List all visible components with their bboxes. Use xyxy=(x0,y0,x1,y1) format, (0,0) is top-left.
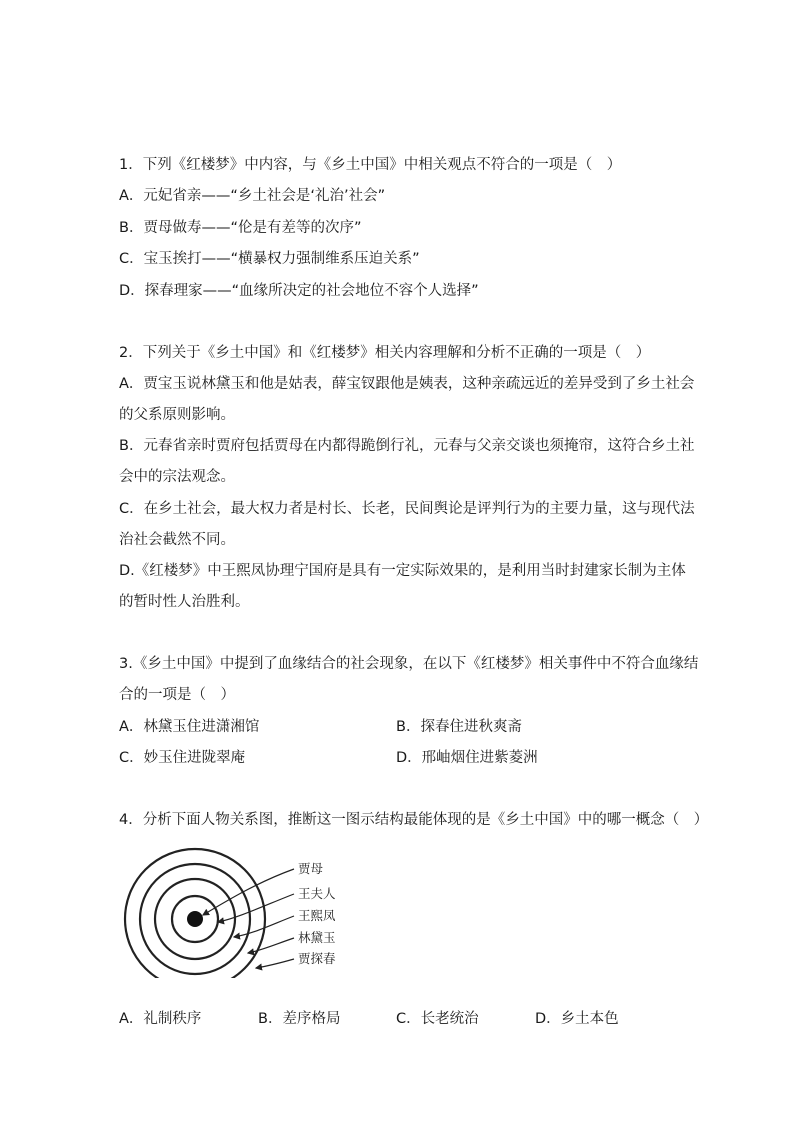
q3-option-b: B．探春住进秋爽斋 xyxy=(396,719,522,735)
q2-option-b-line1: B．元春省亲时贾府包括贾母在内都得跪倒行礼，元春与父亲交谈也须掩帘，这符合乡土社 xyxy=(119,438,695,454)
label-jia-tanchun: 贾探春 xyxy=(298,951,336,966)
q1-option-a: A．元妃省亲——“乡土社会是‘礼治’社会” xyxy=(119,188,386,204)
q1-option-d: D．探春理家——“血缘所决定的社会地位不容个人选择” xyxy=(119,283,479,299)
q2-option-c-line1: C．在乡土社会，最大权力者是村长、长老，民间舆论是评判行为的主要力量，这与现代法 xyxy=(119,501,695,517)
q2-option-c-line2: 治社会截然不同。 xyxy=(119,532,235,548)
q1-stem: 1．下列《红楼梦》中内容，与《乡土中国》中相关观点不符合的一项是（ ） xyxy=(119,157,622,173)
q2-option-d-line1: D.《红楼梦》中王熙凤协理宁国府是具有一定实际效果的，是利用当时封建家长制为主体 xyxy=(119,563,686,579)
label-lin-daiyu: 林黛玉 xyxy=(298,930,336,945)
label-wang-furen: 王夫人 xyxy=(298,886,336,901)
q4-stem: 4．分析下面人物关系图，推断这一图示结构最能体现的是《乡土中国》中的哪一概念（ ） xyxy=(119,812,709,828)
label-wang-xifeng: 王熙凤 xyxy=(298,908,336,923)
q3-stem-line2: 合的一项是（ ） xyxy=(119,687,235,703)
q3-option-d: D．邢岫烟住进紫菱洲 xyxy=(396,750,538,766)
core-dot xyxy=(187,911,203,927)
q3-stem-line1: 3.《乡土中国》中提到了血缘结合的社会现象，在以下《红楼梦》相关事件中不符合血缘结 xyxy=(119,656,699,672)
q4-option-b: B．差序格局 xyxy=(258,1011,341,1027)
q2-stem: 2．下列关于《乡土中国》和《红楼梦》相关内容理解和分析不正确的一项是（ ） xyxy=(119,345,651,361)
q2-option-a-line2: 的父系原则影响。 xyxy=(119,407,235,423)
q4-option-d: D．乡土本色 xyxy=(535,1011,619,1027)
q2-option-d-line2: 的暂时性人治胜利。 xyxy=(119,594,250,610)
q4-option-c: C．长老统治 xyxy=(396,1011,479,1027)
q2-option-b-line2: 会中的宗法观念。 xyxy=(119,469,235,485)
q3-option-a: A．林黛玉住进潇湘馆 xyxy=(119,719,260,735)
q4-option-a: A．礼制秩序 xyxy=(119,1011,202,1027)
q1-option-c: C．宝玉挨打——“横暴权力强制维系压迫关系” xyxy=(119,251,420,267)
q2-option-a-line1: A．贾宝玉说林黛玉和他是姑表，薛宝钗跟他是姨表，这种亲疏远近的差异受到了乡土社会 xyxy=(119,376,695,392)
relationship-diagram xyxy=(118,838,358,978)
q3-option-c: C．妙玉住进陇翠庵 xyxy=(119,750,246,766)
label-jia-mu: 贾母 xyxy=(298,861,324,876)
arrow-lin-daiyu xyxy=(248,938,294,953)
q1-option-b: B．贾母做寿——“伦是有差等的次序” xyxy=(119,220,362,236)
arrow-jia-tanchun xyxy=(256,959,294,968)
